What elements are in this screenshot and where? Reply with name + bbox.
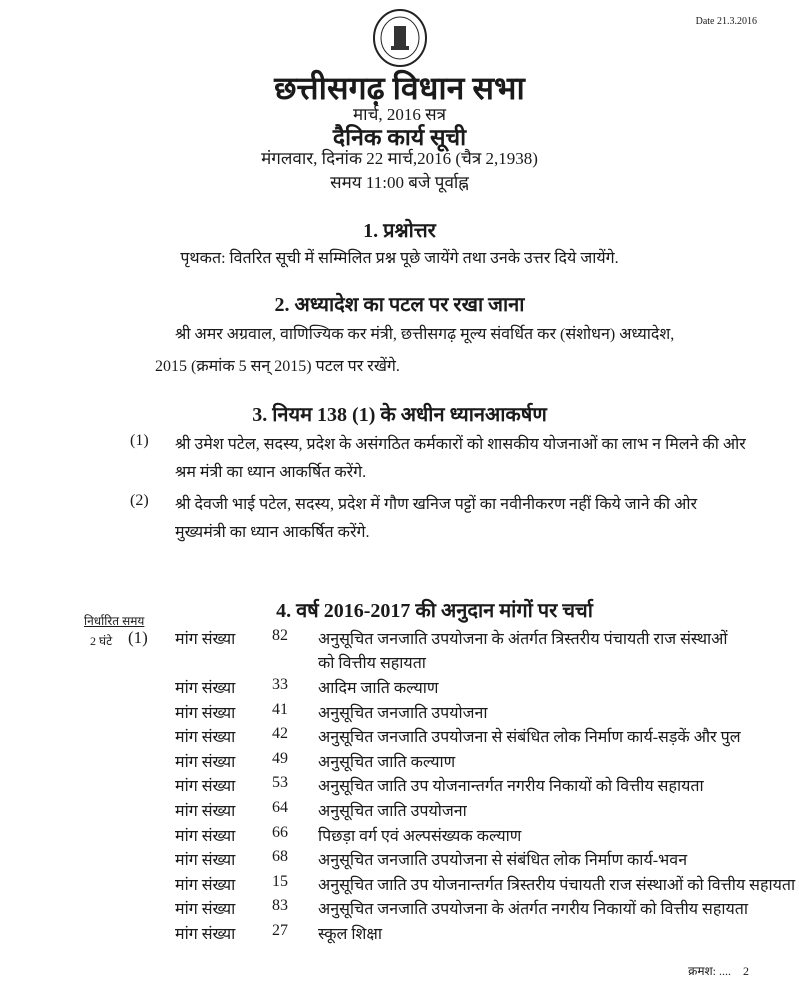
item-number: (1) (128, 628, 148, 647)
document-date: Date 21.3.2016 (695, 16, 757, 27)
demand-label: मांग संख्या (175, 852, 236, 870)
item-line: मुख्यमंत्री का ध्यान आकर्षित करेंगे. (175, 524, 370, 541)
demand-description: आदिम जाति कल्याण (318, 680, 439, 697)
demand-number: 53 (272, 774, 288, 792)
demand-description: अनुसूचित जनजाति उपयोजना से संबंधित लोक निर्माण कार्य-सड़कें और पुल (318, 729, 741, 747)
page-footer (688, 962, 749, 979)
section-1-text: पृथकत: वितरित सूची में सम्मिलित प्रश्न पूछे जायेंगे तथा उनके उत्तर दिये जायेंगे. (180, 250, 619, 267)
demand-label: मांग संख्या (175, 704, 236, 722)
demand-label: मांग संख्या (175, 901, 236, 919)
session: मार्च, 2016 सत्र (353, 105, 446, 124)
demand-label: मांग संख्या (175, 827, 236, 845)
demand-row (0, 922, 799, 946)
demand-label: मांग संख्या (175, 631, 236, 648)
item-number: (2) (130, 492, 149, 509)
demand-row (0, 824, 799, 848)
demand-label: मांग संख्या (175, 778, 236, 796)
demand-description: स्कूल शिक्षा (318, 926, 383, 943)
item-line: श्रम मंत्री का ध्यान आकर्षित करेंगे. (175, 464, 367, 481)
demand-description: अनुसूचित जनजाति उपयोजना (318, 704, 488, 722)
allotted-time-label: निर्धारित समय (84, 614, 145, 628)
demand-label: मांग संख्या (175, 753, 236, 771)
demand-description: अनुसूचित जाति उप योजनान्तर्गत त्रिस्तरीय पंचायती राज संस्थाओं को वित्तीय सहायता (318, 876, 796, 894)
page-title: छत्तीसगढ़ विधान सभा (274, 70, 525, 106)
item-number: (1) (130, 432, 149, 449)
demand-row (0, 701, 799, 725)
section-2-line: श्री अमर अग्रवाल, वाणिज्यिक कर मंत्री, छत्तीसगढ़ मूल्य संवर्धित कर (संशोधन) अध्यादेश, (175, 326, 675, 343)
demand-number: 82 (272, 627, 288, 644)
section-3-heading: 3. नियम 138 (1) के अधीन ध्यानआकर्षण (252, 404, 547, 426)
emblem-seal (372, 8, 428, 68)
demand-label: मांग संख्या (175, 876, 236, 894)
demand-label: मांग संख्या (175, 680, 236, 697)
demand-row (0, 750, 799, 774)
demand-row (0, 799, 799, 823)
demand-description-cont: को वित्तीय सहायता (318, 655, 426, 672)
item-line: श्री उमेश पटेल, सदस्य, प्रदेश के असंगठित कर्मकारों को शासकीय योजनाओं का लाभ न मिलने की ओर (175, 436, 746, 453)
demand-row (0, 848, 799, 872)
day-date: मंगलवार, दिनांक 22 मार्च,2016 (चैत्र 2,1938) (261, 149, 538, 168)
demand-row (0, 725, 799, 749)
demand-row (0, 873, 799, 897)
demand-description: अनुसूचित जाति उपयोजना (318, 803, 467, 820)
demand-number: 27 (272, 922, 288, 939)
demand-row (0, 676, 799, 700)
demand-row (0, 897, 799, 921)
section-2-heading: 2. अध्यादेश का पटल पर रखा जाना (274, 294, 525, 316)
demand-number: 49 (272, 749, 288, 767)
section-2-line: 2015 (क्रमांक 5 सन् 2015) पटल पर रखेंगे. (155, 358, 400, 375)
continued-label: क्रमश: .... (688, 964, 731, 978)
demand-description: अनुसूचित जनजाति उपयोजना से संबंधित लोक निर्माण कार्य-भवन (318, 852, 688, 870)
demand-label: मांग संख्या (175, 926, 236, 943)
demand-description: पिछड़ा वर्ग एवं अल्पसंख्यक कल्याण (318, 827, 522, 845)
item-line: श्री देवजी भाई पटेल, सदस्य, प्रदेश में गौण खनिज पट्टों का नवीनीकरण नहीं किये जाने की ओर (175, 496, 698, 513)
demand-number: 42 (272, 725, 288, 743)
demand-number: 64 (272, 799, 288, 816)
demand-number: 68 (272, 848, 288, 866)
demand-description: अनुसूचित जनजाति उपयोजना के अंतर्गत त्रिस्तरीय पंचायती राज संस्थाओं (318, 631, 728, 648)
doc-title: दैनिक कार्य सूची (332, 125, 467, 150)
session-time: समय 11:00 बजे पूर्वाह्न (330, 173, 469, 192)
demand-number: 33 (272, 676, 288, 693)
demand-description: अनुसूचित जनजाति उपयोजना के अंतर्गत नगरीय निकायों को वित्तीय सहायता (318, 901, 749, 919)
demand-number: 41 (272, 700, 288, 718)
demand-row (0, 774, 799, 798)
demand-number: 66 (272, 823, 288, 841)
demand-label: मांग संख्या (175, 729, 236, 747)
page-number: 2 (743, 964, 749, 978)
demand-number: 15 (272, 872, 288, 890)
demand-label: मांग संख्या (175, 803, 236, 820)
section-1-heading: 1. प्रश्नोत्तर (363, 220, 436, 242)
demand-description: अनुसूचित जाति कल्याण (318, 753, 456, 771)
allotted-time-value: 2 घंटे (90, 634, 113, 648)
demand-description: अनुसूचित जाति उप योजनान्तर्गत नगरीय निकायों को वित्तीय सहायता (318, 778, 704, 796)
demand-row (0, 627, 799, 672)
section-4-heading: 4. वर्ष 2016-2017 की अनुदान मांगों पर चर्चा (276, 600, 593, 622)
demand-number: 83 (272, 897, 288, 915)
